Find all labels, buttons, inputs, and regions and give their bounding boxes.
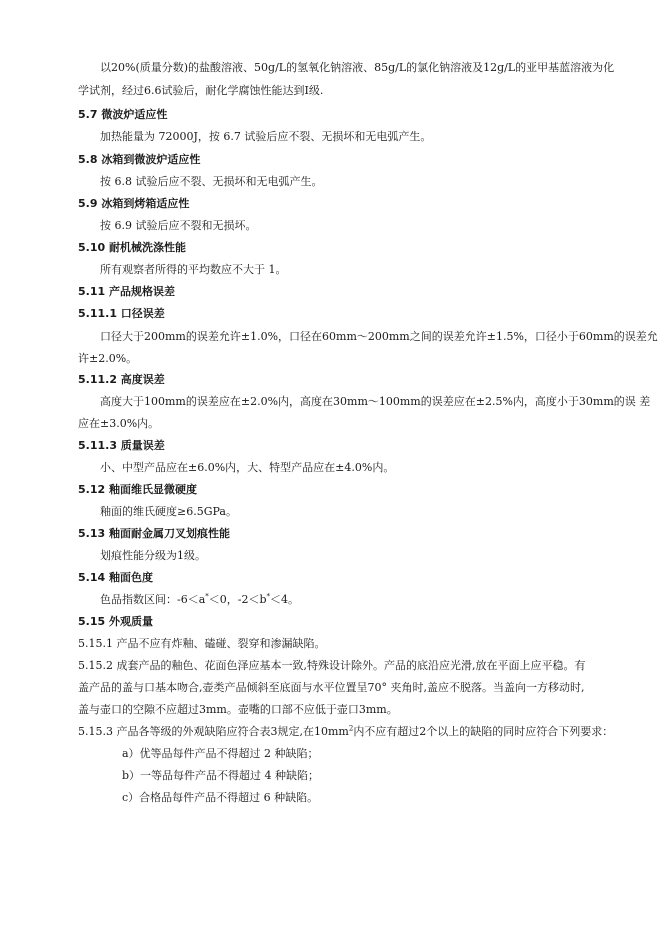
paragraph-line: 加热能量为 72000J，按 6.7 试验后应不裂、无损坏和无电弧产生。 bbox=[100, 130, 432, 143]
section-heading-5-12: 5.12 釉面维氏显微硬度 bbox=[78, 483, 197, 496]
paragraph-line: 高度大于100mm的误差应在±2.0%内，高度在30mm～100mm的误差应在±2.5%内，高度小于30mm的误 差 bbox=[100, 395, 651, 408]
superscript: * bbox=[205, 592, 209, 601]
text-run: ＜4。 bbox=[270, 593, 300, 606]
paragraph-line: 应在±3.0%内。 bbox=[78, 417, 160, 430]
superscript: * bbox=[266, 592, 271, 601]
paragraph-line: 划痕性能分级为1级。 bbox=[100, 549, 206, 562]
paragraph-line: 盖产品的盖与口基本吻合,壶类产品倾斜至底面与水平位置呈70° 夹角时,盖应不脱落。当盖向一方移动时, bbox=[78, 681, 585, 694]
section-heading-5-11-3: 5.11.3 质量误差 bbox=[78, 439, 165, 452]
section-heading-5-11-2: 5.11.2 高度误差 bbox=[78, 373, 165, 386]
paragraph-line bbox=[78, 725, 613, 739]
list-item: b）一等品每件产品不得超过 4 种缺陷； bbox=[122, 769, 320, 782]
text-run: 5.15.3 产品各等级的外观缺陷应符合表3规定,在10mm bbox=[78, 725, 349, 738]
paragraph-line: 小、中型产品应在±6.0%内，大、特型产品应在±4.0%内。 bbox=[100, 461, 395, 474]
section-heading-5-9: 5.9 冰箱到烤箱适应性 bbox=[78, 197, 190, 210]
paragraph-line: 以20%(质量分数)的盐酸溶液、50g/L的氢氧化钠溶液、85g/L的氯化钠溶液及12g/L的亚甲基蓝溶液为化 bbox=[100, 61, 615, 74]
paragraph-line: 釉面的维氏硬度≥6.5GPa。 bbox=[100, 505, 237, 518]
section-heading-5-13: 5.13 釉面耐金属刀叉划痕性能 bbox=[78, 527, 230, 540]
paragraph-line: 5.15.2 成套产品的釉色、花面色泽应基本一致,特殊设计除外。产品的底沿应光滑,放在平面上应平稳。有 bbox=[78, 659, 586, 672]
paragraph-line: 许±2.0%。 bbox=[78, 352, 138, 365]
paragraph-line: 按 6.8 试验后应不裂、无损坏和无电弧产生。 bbox=[100, 175, 323, 188]
section-heading-5-10: 5.10 耐机械洗涤性能 bbox=[78, 241, 186, 254]
paragraph-line: 学试剂，经过6.6试验后，耐化学腐蚀性能达到I级. bbox=[78, 84, 324, 97]
list-item: c）合格品每件产品不得超过 6 种缺陷。 bbox=[122, 791, 319, 804]
list-item: a）优等品每件产品不得超过 2 种缺陷； bbox=[122, 747, 319, 760]
section-heading-5-15: 5.15 外观质量 bbox=[78, 615, 153, 628]
section-heading-5-11-1: 5.11.1 口径误差 bbox=[78, 307, 165, 320]
chromaticity-line bbox=[100, 593, 299, 607]
text-run: 内不应有超过2个以上的缺陷的同时应符合下列要求： bbox=[353, 725, 614, 738]
superscript: 2 bbox=[348, 724, 354, 733]
section-heading-5-14: 5.14 釉面色度 bbox=[78, 571, 153, 584]
paragraph-line: 口径大于200mm的误差允许±1.0%，口径在60mm～200mm之间的误差允许±1.5%，口径小于60mm的误差允 bbox=[100, 330, 658, 343]
paragraph-line: 所有观察者所得的平均数应不大于 1。 bbox=[100, 263, 287, 276]
text-run: ＜0，-2＜b bbox=[208, 593, 267, 606]
paragraph-line: 按 6.9 试验后应不裂和无损坏。 bbox=[100, 219, 257, 232]
paragraph-line: 盖与壶口的空隙不应超过3mm。壶嘴的口部不应低于壶口3mm。 bbox=[78, 703, 398, 716]
text-run: 色品指数区间：-6＜a bbox=[100, 593, 206, 606]
section-heading-5-7: 5.7 微波炉适应性 bbox=[78, 108, 168, 121]
section-heading-5-11: 5.11 产品规格误差 bbox=[78, 285, 175, 298]
paragraph-line: 5.15.1 产品不应有炸釉、磕碰、裂穿和渗漏缺陷。 bbox=[78, 637, 326, 650]
section-heading-5-8: 5.8 冰箱到微波炉适应性 bbox=[78, 153, 201, 166]
